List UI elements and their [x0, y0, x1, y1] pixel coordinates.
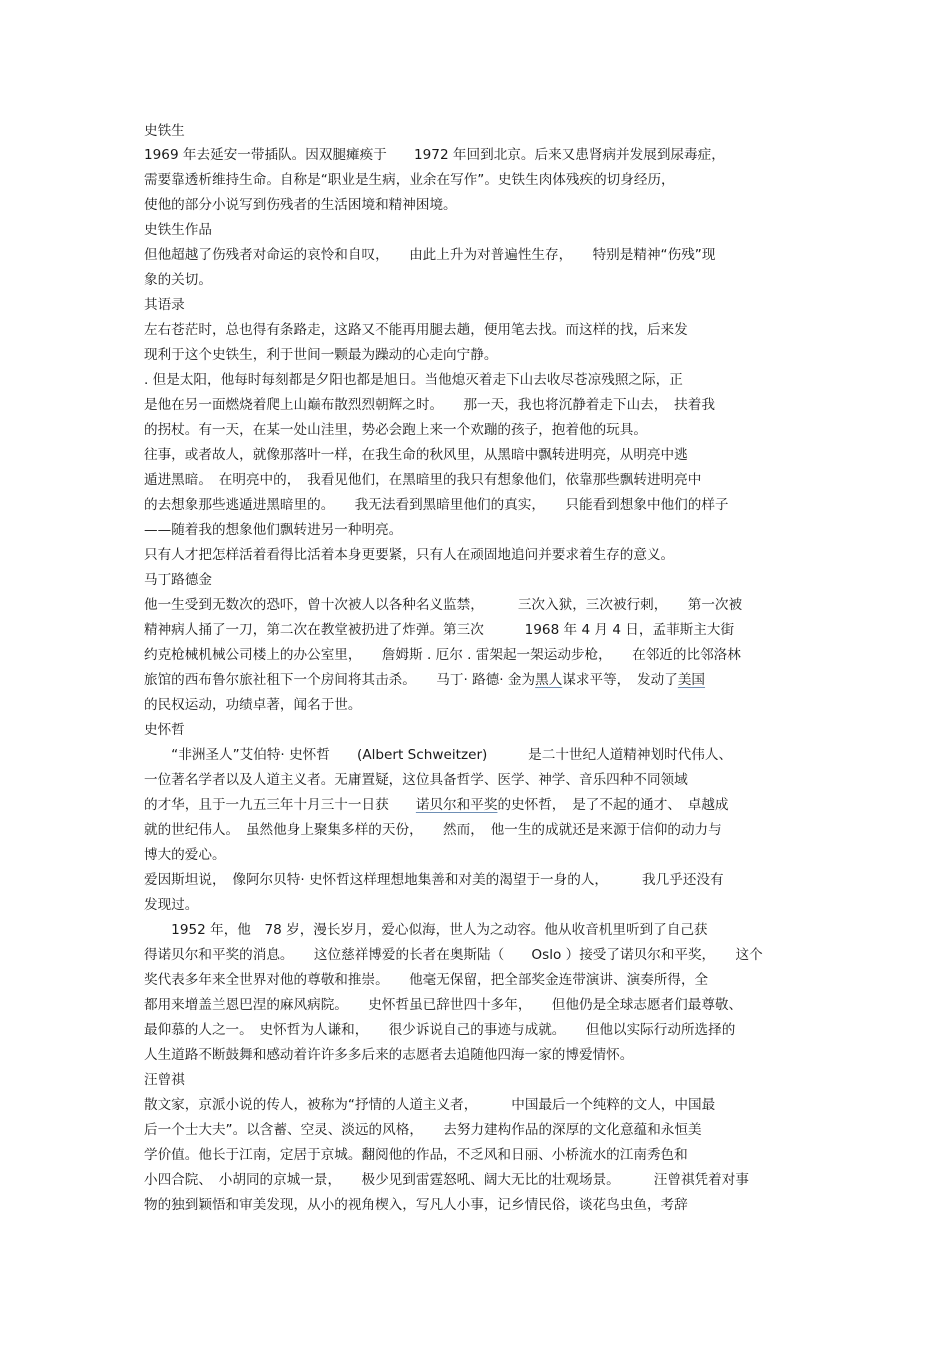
line-text: 旅馆的西布鲁尔旅社租下一个房间将其击杀。 马丁· 路德· 金为: [144, 672, 536, 688]
text-line: [144, 646, 741, 664]
line-text: 象的关切。: [144, 272, 212, 288]
line-text: 遁进黑暗。 在明亮中的， 我看见他们，在黑暗里的我只有想象他们，依靠那些飘转进明亮中: [144, 472, 702, 488]
text-line: [144, 546, 674, 564]
text-line: [144, 796, 729, 814]
text-line: [144, 621, 734, 639]
text-line: [144, 321, 688, 339]
line-text: 最仰慕的人之一。 史怀哲为人谦和， 很少诉说自己的事迹与成就。 但他以实际行动所选择的: [144, 1022, 736, 1038]
text-line: [144, 421, 647, 439]
text-line: [144, 1171, 749, 1189]
text-line: [144, 1146, 688, 1164]
line-text: 汪曾祺: [144, 1072, 185, 1088]
line-text: 马丁路德金: [144, 572, 212, 588]
line-text: 但他超越了伤残者对命运的哀怜和自叹， 由此上升为对普遍性生存， 特别是精神“伤残”现: [144, 247, 716, 263]
line-text: 博大的爱心。: [144, 847, 226, 863]
line-text: 奖代表多年来全世界对他的尊敬和推崇。 他毫无保留，把全部奖金连带演讲、演奏所得，全: [144, 972, 709, 988]
text-line: [144, 571, 212, 589]
line-text: 只有人才把怎样活着看得比活着本身更要紧，只有人在顽固地追问并要求着生存的意义。: [144, 547, 675, 563]
text-line: [144, 1196, 688, 1214]
text-line: [144, 1021, 735, 1039]
line-text: 人生道路不断鼓舞和感动着许许多多后来的志愿者去追随他四海一家的博爱情怀。: [144, 1047, 634, 1063]
line-text: 精神病人捅了一刀，第二次在教堂被扔进了炸弹。第三次 1968 年 4 月 4 日，孟菲斯主大街: [144, 622, 735, 638]
hyperlink[interactable]: 黑人: [535, 672, 563, 688]
text-line: [144, 1121, 702, 1139]
line-text: “非洲圣人”艾伯特· 史怀哲 (Albert Schweitzer) 是二十世纪人道精神划时代伟人、: [144, 747, 733, 763]
text-line: [144, 1096, 715, 1114]
text-line: [144, 396, 715, 414]
line-text: 左右苍茫时，总也得有条路走，这路又不能再用腿去趟，便用笔去找。而这样的找，后来发: [144, 322, 688, 338]
text-line: [144, 246, 715, 264]
line-text: ——随着我的想象他们飘转进另一种明亮。: [144, 522, 403, 538]
line-text: 现利于这个史铁生，利于世间一颗最为躁动的心走向宁静。: [144, 347, 498, 363]
line-text: 发现过。: [144, 897, 199, 913]
line-text: . 但是太阳，他每时每刻都是夕阳也都是旭日。当他熄灭着走下山去收尽苍凉残照之际，正: [144, 372, 683, 388]
text-line: [144, 196, 457, 214]
line-text: 一位著名学者以及人道主义者。无庸置疑，这位具备哲学、医学、神学、音乐四种不同领域: [144, 772, 688, 788]
text-line: [144, 296, 185, 314]
text-line: [144, 846, 226, 864]
line-text: 小四合院、 小胡同的京城一景， 极少见到雷霆怒吼、阔大无比的壮观场景。 汪曾祺凭着对事: [144, 1172, 749, 1188]
text-line: [144, 446, 688, 464]
text-line: [144, 271, 212, 289]
text-line: [144, 496, 729, 514]
text-line: [144, 896, 198, 914]
line-text: 1969 年去延安一带插队。因双腿瘫痪于 1972 年回到北京。后来又患肾病并发展到尿毒症，: [144, 147, 725, 163]
text-line: [144, 171, 675, 189]
line-text: 约克枪械机械公司楼上的办公室里， 詹姆斯 . 厄尔 . 雷架起一架运动步枪， 在邻近的比邻洛林: [144, 647, 741, 663]
line-text: 就的世纪伟人。 虽然他身上聚集多样的天份， 然而， 他一生的成就还是来源于信仰的动力与: [144, 822, 722, 838]
text-line: [144, 596, 742, 614]
text-line: [144, 671, 705, 689]
line-text: 是他在另一面燃烧着爬上山巅布散烈烈朝辉之时。 那一天，我也将沉静着走下山去， 扶着我: [144, 397, 715, 413]
text-line: [144, 921, 708, 939]
line-text: 往事，或者故人，就像那落叶一样，在我生命的秋风里，从黑暗中飘转进明亮，从明亮中逃: [144, 447, 688, 463]
line-text: 后一个士大夫”。以含蓄、空灵、淡远的风格， 去努力建构作品的深厚的文化意蕴和永恒美: [144, 1122, 702, 1138]
text-line: [144, 122, 185, 140]
text-line: [144, 946, 763, 964]
text-line: [144, 221, 212, 239]
text-line: [144, 146, 725, 164]
line-text: 他一生受到无数次的恐吓，曾十次被人以各种名义监禁， 三次入狱，三次被行刺， 第一次被: [144, 597, 743, 613]
line-text: 史怀哲: [144, 722, 185, 738]
line-text: 物的独到颖悟和审美发现，从小的视角楔入，写凡人小事，记乡情民俗，谈花鸟虫鱼，考辞: [144, 1197, 688, 1213]
text-line: [144, 746, 732, 764]
line-text: 使他的部分小说写到伤残者的生活困境和精神困境。: [144, 197, 457, 213]
text-line: [144, 821, 722, 839]
text-line: [144, 521, 402, 539]
text-line: [144, 721, 185, 739]
line-text: 都用来增盖兰恩巴涅的麻风病院。 史怀哲虽已辞世四十多年， 但他仍是全球志愿者们最尊敬、: [144, 997, 743, 1013]
text-line: [144, 771, 688, 789]
line-text: 需要靠透析维持生命。自称是“职业是生病，业余在写作”。史铁生肉体残疾的切身经历，: [144, 172, 675, 188]
line-text: 的拐杖。有一天，在某一处山洼里，势必会跑上来一个欢蹦的孩子，抱着他的玩具。: [144, 422, 647, 438]
hyperlink[interactable]: 美国: [677, 672, 706, 688]
line-text: 学价值。他长于江南，定居于京城。翻阅他的作品，不乏风和日丽、小桥流水的江南秀色和: [144, 1147, 688, 1163]
line-text: 1952 年，他 78 岁，漫长岁月，爱心似海，世人为之动容。他从收音机里听到了自己获: [144, 922, 708, 938]
text-line: [144, 346, 497, 364]
text-line: [144, 471, 701, 489]
text-line: [144, 371, 683, 389]
text-line: [144, 1046, 633, 1064]
line-text: 谋求平等， 发动了: [562, 672, 678, 688]
line-text: 的史怀哲， 是了不起的通才、 卓越成: [497, 797, 729, 813]
line-text: 其语录: [144, 297, 185, 313]
line-text: 史铁生: [144, 123, 185, 139]
line-text: 爱因斯坦说， 像阿尔贝特· 史怀哲这样理想地集善和对美的渴望于一身的人， 我几乎还没有: [144, 872, 724, 888]
line-text: 史铁生作品: [144, 222, 212, 238]
text-line: [144, 1071, 185, 1089]
line-text: 的去想象那些逃遁进黑暗里的。 我无法看到黑暗里他们的真实， 只能看到想象中他们的样子: [144, 497, 729, 513]
hyperlink[interactable]: 诺贝尔和平奖: [415, 797, 498, 813]
line-text: 的才华，且于一九五三年十月三十一日获: [144, 797, 416, 813]
line-text: 的民权运动，功绩卓著，闻名于世。: [144, 697, 362, 713]
text-line: [144, 996, 742, 1014]
text-line: [144, 696, 362, 714]
line-text: 得诺贝尔和平奖的消息。 这位慈祥博爱的长者在奥斯陆（ Oslo ）接受了诺贝尔和平奖， 这个: [144, 947, 763, 963]
text-line: [144, 971, 708, 989]
line-text: 散文家，京派小说的传人，被称为“抒情的人道主义者， 中国最后一个纯粹的文人，中国最: [144, 1097, 716, 1113]
text-line: [144, 871, 724, 889]
